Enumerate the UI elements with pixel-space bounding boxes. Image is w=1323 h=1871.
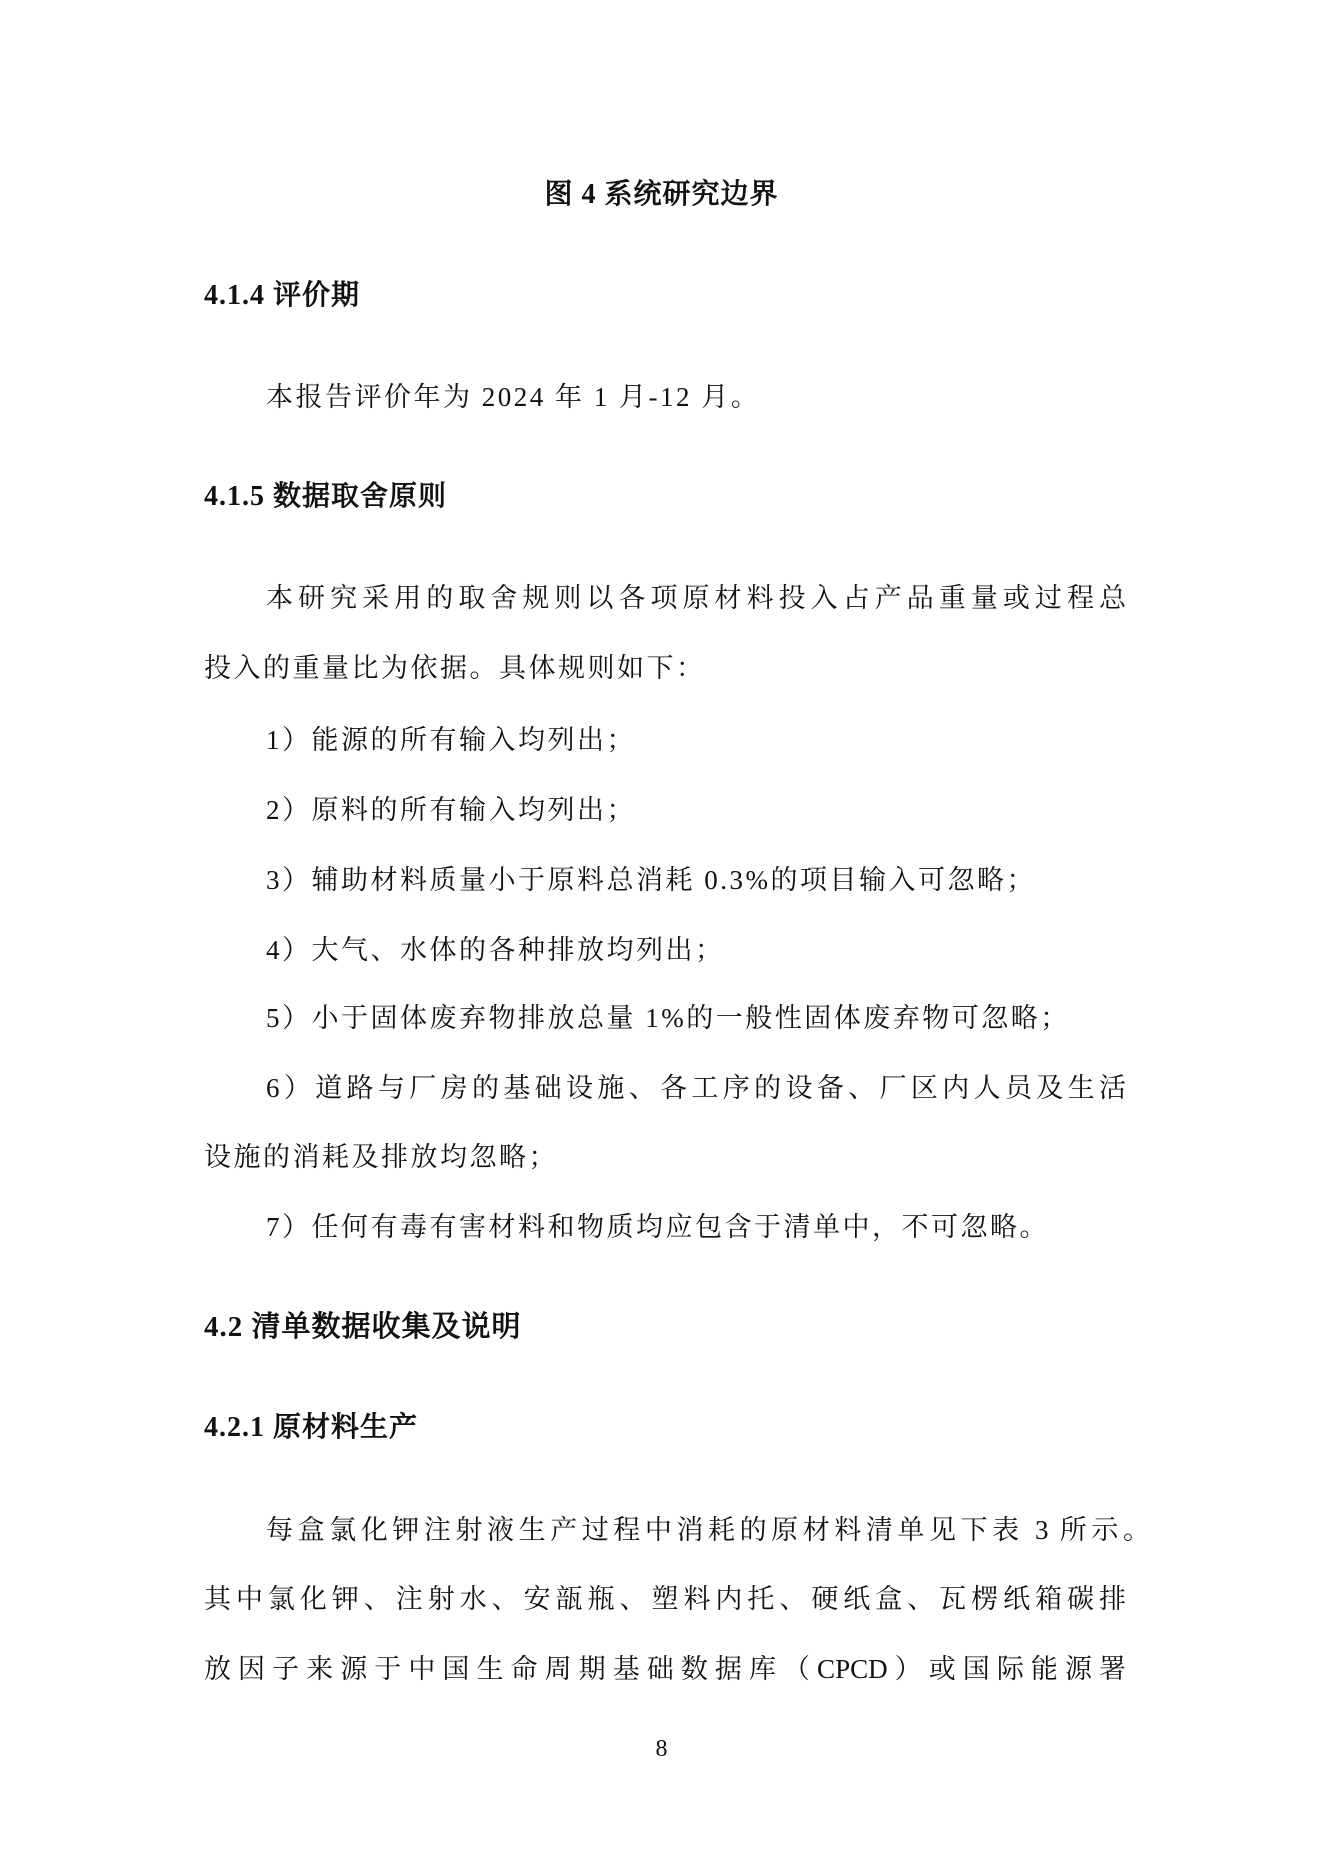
cutoff-intro-line-1: 本研究采用的取舍规则以各项原材料投入占产品重量或过程总 [266, 583, 1126, 613]
section-heading-4-2-1: 4.2.1 原材料生产 [204, 1412, 419, 1443]
cutoff-rule-7: 7）任何有毒有害材料和物质均应包含于清单中，不可忽略。 [266, 1212, 1049, 1242]
section-heading-4-2: 4.2 清单数据收集及说明 [204, 1311, 522, 1343]
raw-material-text-line-1: 每盒氯化钾注射液生产过程中消耗的原材料清单见下表 3 所示。 [266, 1515, 1150, 1545]
cutoff-rule-6-line-2: 设施的消耗及排放均忽略； [204, 1142, 558, 1172]
raw-material-text-line-2: 其中氯化钾、注射水、安瓿瓶、塑料内托、硬纸盒、瓦楞纸箱碳排 [204, 1584, 1126, 1614]
evaluation-period-text: 本报告评价年为 2024 年 1 月-12 月。 [266, 382, 761, 412]
section-heading-4-1-5: 4.1.5 数据取舍原则 [204, 481, 448, 512]
cutoff-rule-5: 5）小于固体废弃物排放总量 1%的一般性固体废弃物可忽略； [266, 1003, 1070, 1033]
page-number: 8 [655, 1736, 668, 1762]
cutoff-rule-2: 2）原料的所有输入均列出； [266, 795, 636, 825]
raw-material-text-line-3: 放因子来源于中国生命周期基础数据库（CPCD）或国际能源署 [204, 1654, 1126, 1684]
figure-caption: 图 4 系统研究边界 [544, 179, 779, 210]
cutoff-rule-1: 1）能源的所有输入均列出； [266, 725, 636, 755]
cutoff-rule-4: 4）大气、水体的各种排放均列出； [266, 935, 725, 965]
section-heading-4-1-4: 4.1.4 评价期 [204, 280, 361, 311]
cutoff-rule-3: 3）辅助材料质量小于原料总消耗 0.3%的项目输入可忽略； [266, 865, 1036, 895]
cutoff-intro-line-2: 投入的重量比为依据。具体规则如下： [204, 653, 706, 683]
cutoff-rule-6-line-1: 6）道路与厂房的基础设施、各工序的设备、厂区内人员及生活 [266, 1073, 1126, 1103]
